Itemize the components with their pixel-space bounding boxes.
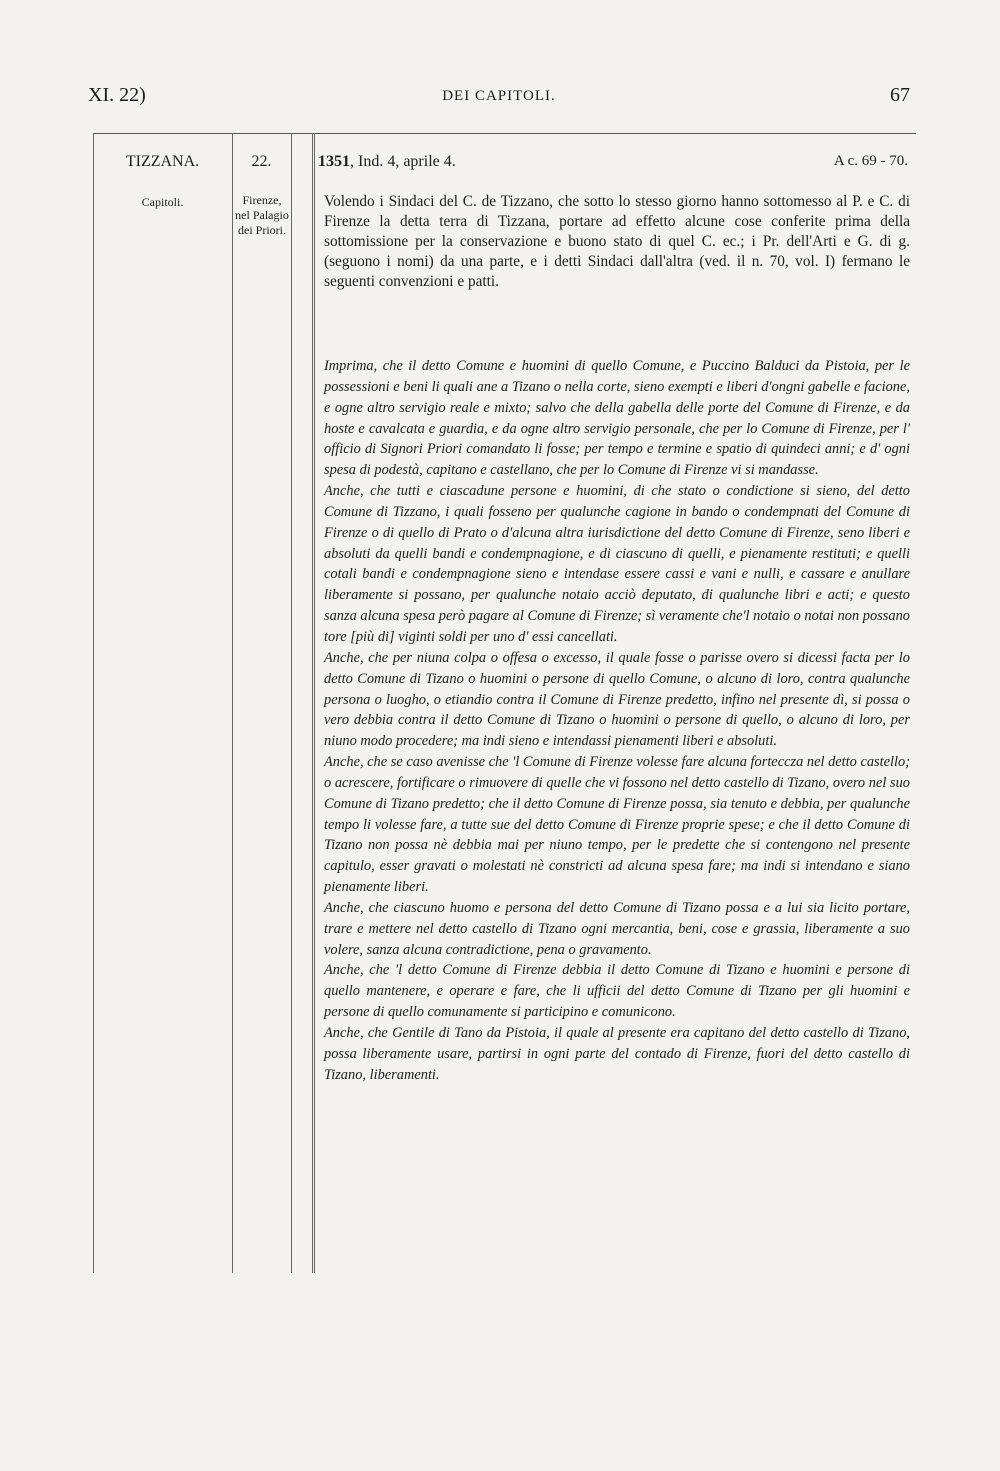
- place-heading: TIZZANA.: [125, 153, 200, 170]
- entry-date-rest: , Ind. 4, aprile 4.: [350, 153, 456, 170]
- clause-paragraph: Anche, che Gentile di Tano da Pistoia, il quale al presente era capitano del detto castello di Tizano, possa liberamente usare, partirsi in ogni parte del contado di Firenze, fuori del detto castello di Tizano, liberamenti.: [324, 1025, 910, 1083]
- clauses: [324, 356, 910, 1086]
- location-line: Firenze,: [242, 193, 282, 207]
- page-number: 67: [890, 84, 910, 106]
- running-head: [88, 84, 910, 116]
- clause-paragraph: Anche, che tutti e ciascadune persone e huomini, di che stato o condictione si sieno, del detto Comune di Tizzano, i quali fosseno per qualunche cagione in bando o condempnati del Comune di Firenze o di quello di Prato o d'alcuna altra iurisdictione del detto Comune di Firenze, seno liberi e absoluti da quelli bandi e condempnagione, e di ciascuno di quelli, e pienamente restituti; e quelli cotali bandi e condempnagione sieno e intendase essere cassi e vani e nulli, e cassare e anullare liberamente si possano, per qualunche notaio acciò deputato, di qualunche libri e acti; e questo sanza alcuna spesa però pagare al Comune di Firenze; sì veramente che'l notaio o notai non possano tore [più di] viginti soldi per uno d' essi cancellati.: [324, 483, 910, 645]
- entry-number: 22.: [251, 153, 272, 170]
- location-line: dei Priori.: [238, 223, 286, 237]
- clause-paragraph: Imprima, che il detto Comune e huomini di quello Comune, e Puccino Balduci da Pistoia, per le possessioni e beni li quali ane a Tizano o nella corte, sieno exempti e liberi d'ongni gabelle e facione, e ogne altro servigio reale e mixto; salvo che della gabella delle porte del Comune di Firenze, e da hoste e cavalcata e guardia, e da ogne altro servigio personale, che per lo Comune di Firenze, per l' officio di Signori Priori comandato li fosse; per tempo e termine e spatio di quindeci anni; e d' ogni spesa di podestà, capitano e castellano, che per lo Comune di Firenze vi si mandasse.: [324, 358, 910, 479]
- section-number: XI. 22): [88, 84, 146, 106]
- clause-paragraph: Anche, che 'l detto Comune di Firenze debbia il detto Comune di Tizano e huomini e persone di quello mantenere, e operare e fare, che li ufficii del detto Comune di Tizano per gli huomini e persone di quello comunamente si participino e comunicono.: [324, 962, 910, 1021]
- document-location: [233, 193, 291, 238]
- clause-paragraph: Anche, che ciascuno huomo e persona del detto Comune di Tizano possa e a lui sia licito portare, trare e mettere nel detto castello di Tizano ogni mercantia, beni, cose e grassia, liberamente a suo volere, sanza alcuna contradictione, pena o gravamento.: [324, 899, 910, 958]
- clause-paragraph: Anche, che se caso avenisse che 'l Comune di Firenze volesse fare alcuna forteccza nel detto castello; o acrescere, fortificare o rimuovere di quelle che vi fossono nel detto castello di Tizano, overo nel suo Comune di Tizano predetto; che il detto Comune di Firenze possa, sia tenuto e debbia, per qualunche tempo li volesse fare, a tutte sue del detto Comune di Firenze proprie spese; e che il detto Comune di Tizano non possa nè debbia mai per niuno tempo, per le predette che si contengono nel presente capitulo, esser gravati o molestati nè constricti ad alcuna spesa fare; ma indi si intendano e siano pienamente liberi.: [324, 754, 910, 896]
- entry-date: [318, 153, 456, 171]
- column-rule: [291, 133, 292, 1273]
- entry-summary: [324, 192, 910, 292]
- column-rule: [314, 133, 315, 1273]
- table-top-rule: [93, 133, 916, 134]
- folio-reference: A c. 69 - 70.: [833, 153, 908, 169]
- clause-paragraph: Anche, che per niuna colpa o offesa o excesso, il quale fosse o parisse overo si dicessi facta per lo detto Comune di Tizano o huomini o persone di quello Comune, o alcuno di loro, contra qualunche persona o luogho, o etiandio contra il Comune di Firenze predetto, infino nel presente dì, si possa o vero debbia contra il detto Comune di Tizano o huomini o persone di quello, o alcuno di loro, per niuno modo procedere; ma indi sieno e intendassi pienamenti liberi e absoluti.: [324, 649, 910, 750]
- running-title: DEI CAPITOLI.: [442, 88, 556, 104]
- entry-year: 1351: [318, 153, 350, 170]
- summary-paragraph: Volendo i Sindaci del C. de Tizzano, che sotto lo stesso giorno hanno sottomesso al P. e C. di Firenze la detta terra di Tizzana, portare ad effetto alcune cose conferite prima della sottomissione per la conservazione e buono stato di quel C. ec.; i Pr. dell'Arti e G. di g. (seguono i nomi) da una parte, e i detti Sindaci dall'altra (ved. il n. 70, vol. I) fermano le seguenti convenzioni e patti.: [324, 193, 910, 290]
- column-rule: [232, 133, 233, 1273]
- column-rule: [312, 133, 313, 1273]
- document-category: Capitoli.: [141, 195, 184, 209]
- column-rule: [93, 133, 94, 1273]
- location-line: nel Palagio: [235, 208, 289, 222]
